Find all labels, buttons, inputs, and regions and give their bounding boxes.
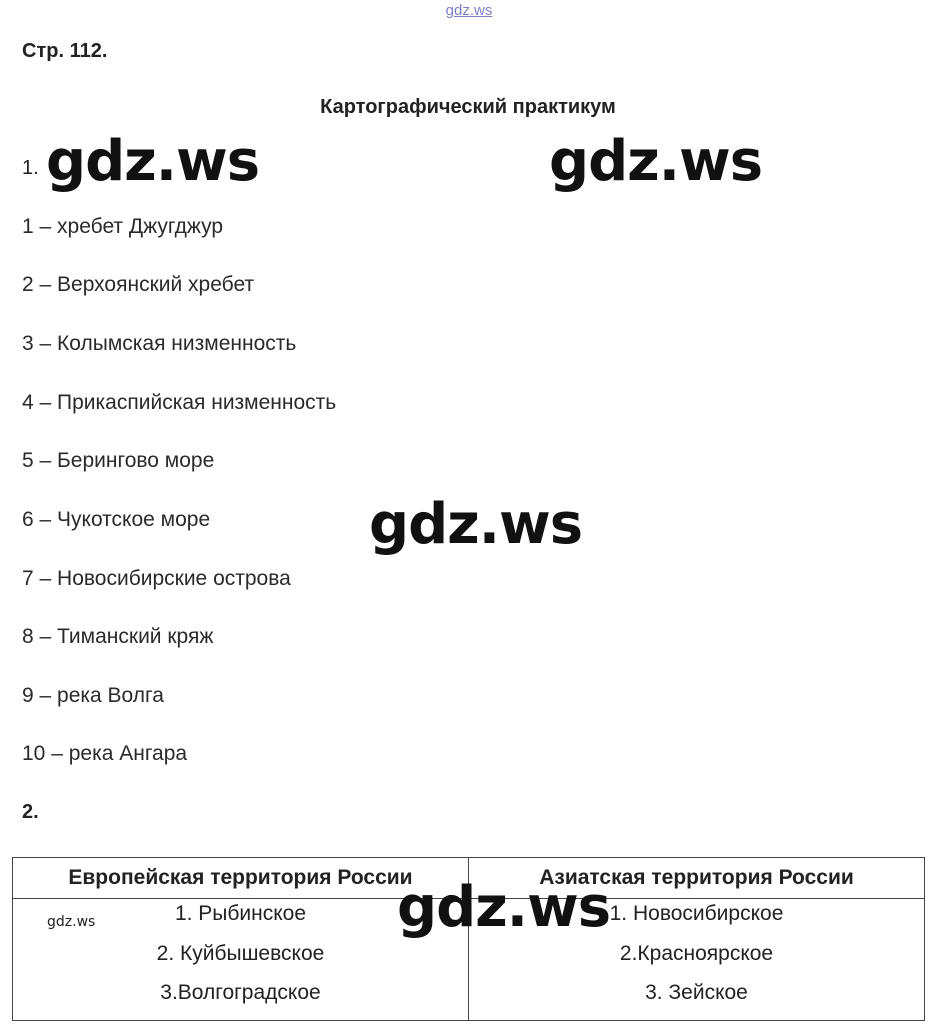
task-1-item: 3 – Колымская низменность bbox=[22, 332, 297, 355]
task-1-item: 10 – река Ангара bbox=[22, 742, 188, 765]
task-1-item: 5 – Берингово море bbox=[22, 449, 215, 472]
watermark-3: gdz.ws bbox=[369, 492, 583, 557]
task-1-item: 2 – Верхоянский хребет bbox=[22, 273, 255, 296]
top-watermark-link[interactable]: gdz.ws bbox=[445, 2, 493, 19]
european-item: 2. Куйбышевское bbox=[156, 941, 325, 965]
task-1-item: 9 – река Волга bbox=[22, 684, 164, 707]
task-1-item: 1 – хребет Джугджур bbox=[22, 215, 224, 238]
european-item: 3.Волгоградское bbox=[160, 981, 321, 1004]
watermark-small: gdz.ws bbox=[47, 914, 96, 930]
task-1-number: 1. bbox=[22, 157, 39, 179]
task-1-item: 7 – Новосибирские острова bbox=[22, 567, 291, 590]
page-number: Стр. 112. bbox=[22, 40, 108, 62]
task-2-number: 2. bbox=[22, 801, 39, 823]
task-1-item: 6 – Чукотское море bbox=[22, 508, 211, 531]
task-1-item: 4 – Прикаспийская низменность bbox=[22, 391, 337, 414]
watermark-1: gdz.ws bbox=[46, 129, 260, 194]
watermark-2: gdz.ws bbox=[549, 129, 763, 194]
asian-item: 1. Новосибирское bbox=[609, 902, 784, 925]
task-1-item: 8 – Тиманский кряж bbox=[22, 625, 214, 648]
asian-item: 2.Красноярское bbox=[619, 941, 774, 965]
header-asian: Азиатская территория России bbox=[469, 858, 925, 899]
european-item: 1. Рыбинское bbox=[174, 902, 307, 925]
section-title: Картографический практикум bbox=[320, 96, 616, 118]
asian-item: 3. Зейское bbox=[645, 981, 748, 1004]
watermark-4: gdz.ws bbox=[397, 875, 611, 940]
header-european: Европейская территория России bbox=[13, 858, 469, 899]
